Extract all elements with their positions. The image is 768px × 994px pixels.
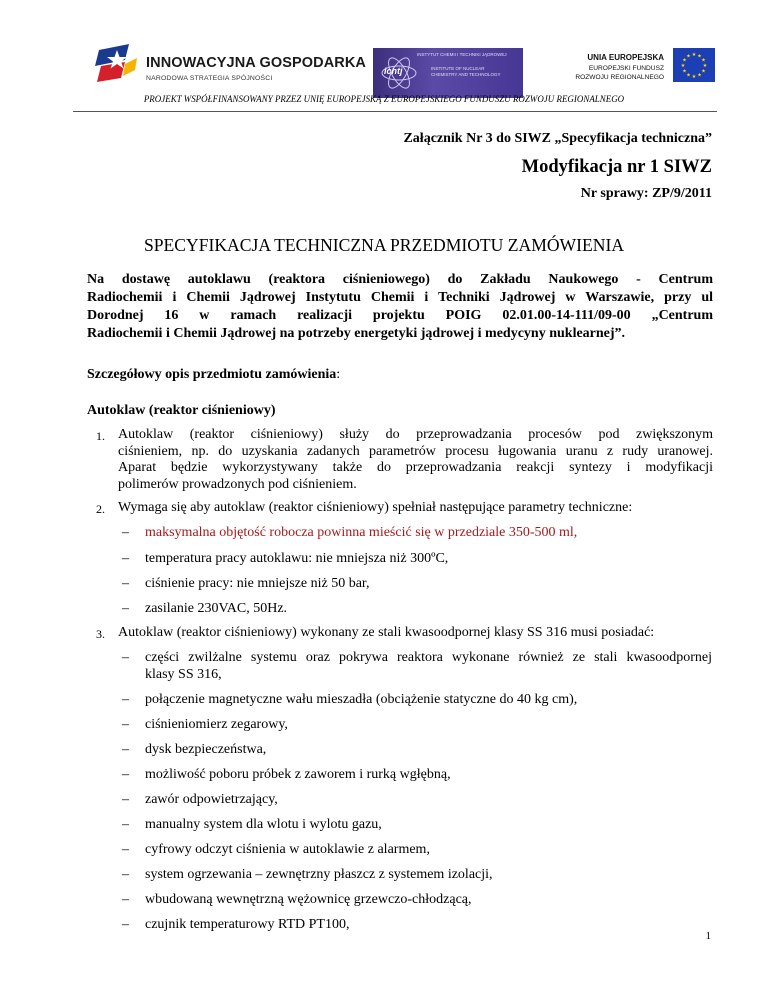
- logo-brand-text: INNOWACYJNA GOSPODARKA: [146, 55, 366, 71]
- point-1-text: [118, 427, 713, 493]
- point-line: Autoklaw (reaktor ciśnieniowy) wykonany ze stali kwasoodpornej klasy SS 316 musi posiadać:: [118, 625, 655, 640]
- list-item: wbudowaną wewnętrzną wężownicę grzewczo-chłodzącą,: [145, 892, 472, 907]
- eu-flag-icon: [673, 48, 715, 82]
- list-item: możliwość poboru próbek z zaworem i rurką wgłębną,: [145, 767, 451, 782]
- list-dash: –: [122, 576, 129, 591]
- list-item: [145, 650, 712, 683]
- eu-logo: [556, 44, 716, 94]
- page-title: SPECYFIKACJA TECHNICZNA PRZEDMIOTU ZAMÓWIENIA: [143, 235, 625, 255]
- list-item: ciśnienie pracy: nie mniejsze niż 50 bar,: [145, 576, 370, 591]
- list-item: zawór odpowietrzający,: [145, 792, 278, 807]
- svg-text:★: ★: [702, 63, 708, 69]
- eu-fund-line-2: ROZWOJU REGIONALNEGO: [575, 74, 664, 81]
- svg-text:★: ★: [701, 57, 706, 64]
- list-dash: –: [122, 692, 129, 707]
- intro-line: Radiochemii i Chemii Jądrowej na potrzeby energetyki jądrowej i medycyny nuklearnej”.: [87, 326, 626, 341]
- point-line: ciśnieniem, np. do uzyskania zadanych parametrów procesu ługowania uranu z rudy uranowej.: [118, 443, 713, 459]
- detail-heading: [87, 367, 340, 383]
- svg-text:★: ★: [680, 63, 686, 69]
- logo-subtitle: NARODOWA STRATEGIA SPÓJNOŚCI: [146, 75, 273, 82]
- svg-text:★: ★: [701, 68, 706, 75]
- list-item-highlighted: maksymalna objętość robocza powinna mieścić się w przedziale 350-500 ml,: [145, 525, 578, 540]
- point-line: polimerów prowadzonych pod ciśnieniem.: [118, 476, 357, 492]
- point-number: 2.: [96, 502, 105, 516]
- svg-text:★: ★: [697, 72, 702, 79]
- eu-name: UNIA EUROPEJSKA: [587, 53, 664, 62]
- section-heading: Autoklaw (reaktor ciśnieniowy): [87, 403, 276, 418]
- svg-text:★: ★: [697, 53, 702, 60]
- list-dash: –: [122, 917, 129, 932]
- svg-text:★: ★: [691, 74, 697, 80]
- intro-line: Radiochemii i Chemii Jądrowej Instytutu Chemii i Techniki Jądrowej w Warszawie, przy ul: [87, 290, 713, 305]
- list-item: zasilanie 230VAC, 50Hz.: [145, 601, 288, 616]
- list-dash: –: [122, 817, 129, 832]
- project-cofinancing-note: PROJEKT WSPÓŁFINANSOWANY PRZEZ UNIĘ EUROPEJSKĄ Z EUROPEJSKIEGO FUNDUSZU ROZWOJU REGIONALNEGO: [143, 94, 625, 104]
- point-line: Wymaga się aby autoklaw (reaktor ciśnieniowy) spełniał następujące parametry techniczne:: [118, 500, 633, 515]
- innowacyjna-gospodarka-logo: [95, 44, 366, 86]
- header-divider: [73, 111, 717, 112]
- list-item: manualny system dla wlotu i wylotu gazu,: [145, 817, 382, 832]
- list-item: system ogrzewania – zewnętrzny płaszcz z systemem izolacji,: [145, 867, 493, 882]
- detail-heading-colon: :: [336, 367, 341, 382]
- list-item: połączenie magnetyczne wału mieszadła (obciążenie statyczne do 40 kg cm),: [145, 692, 578, 707]
- list-dash: –: [122, 792, 129, 807]
- list-item: dysk bezpieczeństwa,: [145, 742, 267, 757]
- ichtj-logo: [373, 48, 523, 98]
- eu-fund-line-1: EUROPEJSKI FUNDUSZ: [588, 65, 664, 72]
- list-dash: –: [122, 525, 129, 540]
- list-dash: –: [122, 717, 129, 732]
- point-number: 1.: [96, 429, 105, 443]
- list-dash: –: [122, 650, 129, 665]
- list-item-line: klasy SS 316,: [145, 666, 222, 682]
- list-dash: –: [122, 767, 129, 782]
- annex-label: Załącznik Nr 3 do SIWZ „Specyfikacja techniczna”: [403, 131, 712, 146]
- intro-paragraph: [87, 271, 713, 343]
- case-number: Nr sprawy: ZP/9/2011: [580, 186, 712, 201]
- page-number: 1: [705, 930, 711, 942]
- svg-text:★: ★: [682, 57, 687, 64]
- institute-name-en-1: INSTITUTE OF NUCLEAR: [431, 66, 485, 71]
- intro-line: Na dostawę autoklawu (reaktora ciśnieniowego) do Zakładu Naukowego - Centrum: [87, 272, 713, 287]
- institute-name-pl: INSTYTUT CHEMII I TECHNIKI JĄDROWEJ: [417, 52, 507, 57]
- modification-label: Modyfikacja nr 1 SIWZ: [521, 157, 712, 177]
- list-item: temperatura pracy autoklawu: nie mniejsza niż 300ºC,: [145, 551, 449, 566]
- list-dash: –: [122, 742, 129, 757]
- list-dash: –: [122, 601, 129, 616]
- list-dash: –: [122, 551, 129, 566]
- star-flag-icon: [95, 44, 141, 86]
- point-number: 3.: [96, 627, 105, 641]
- list-item-line: części zwilżalne systemu oraz pokrywa reaktora wykonane również ze stali kwasoodpornej: [145, 650, 712, 665]
- eu-stars-icon: [673, 48, 715, 82]
- point-line: Aparat będzie wykorzystywany także do przeprowadzania reakcji syntezy i modyfikacji: [118, 460, 713, 475]
- list-dash: –: [122, 867, 129, 882]
- svg-text:★: ★: [686, 72, 691, 79]
- ichtj-abbr: ichtj: [384, 66, 403, 76]
- institute-name-en-2: CHEMISTRY AND TECHNOLOGY: [431, 72, 501, 77]
- list-dash: –: [122, 892, 129, 907]
- svg-text:★: ★: [686, 53, 691, 60]
- svg-text:★: ★: [682, 68, 687, 75]
- point-2-text: [118, 500, 713, 517]
- list-item: cyfrowy odczyt ciśnienia w autoklawie z alarmem,: [145, 842, 430, 857]
- list-dash: –: [122, 842, 129, 857]
- svg-text:★: ★: [691, 52, 697, 58]
- detail-heading-text: Szczegółowy opis przedmiotu zamówienia: [87, 367, 337, 382]
- point-line: Autoklaw (reaktor ciśnieniowy) służy do przeprowadzania procesów pod zwiększonym: [118, 427, 713, 442]
- list-item: czujnik temperaturowy RTD PT100,: [145, 917, 350, 932]
- list-item: ciśnieniomierz zegarowy,: [145, 717, 288, 732]
- point-3-text: [118, 625, 713, 642]
- intro-line: Dorodnej 16 w ramach realizacji projektu POIG 02.01.00-14-111/09-00 „Centrum: [87, 308, 713, 323]
